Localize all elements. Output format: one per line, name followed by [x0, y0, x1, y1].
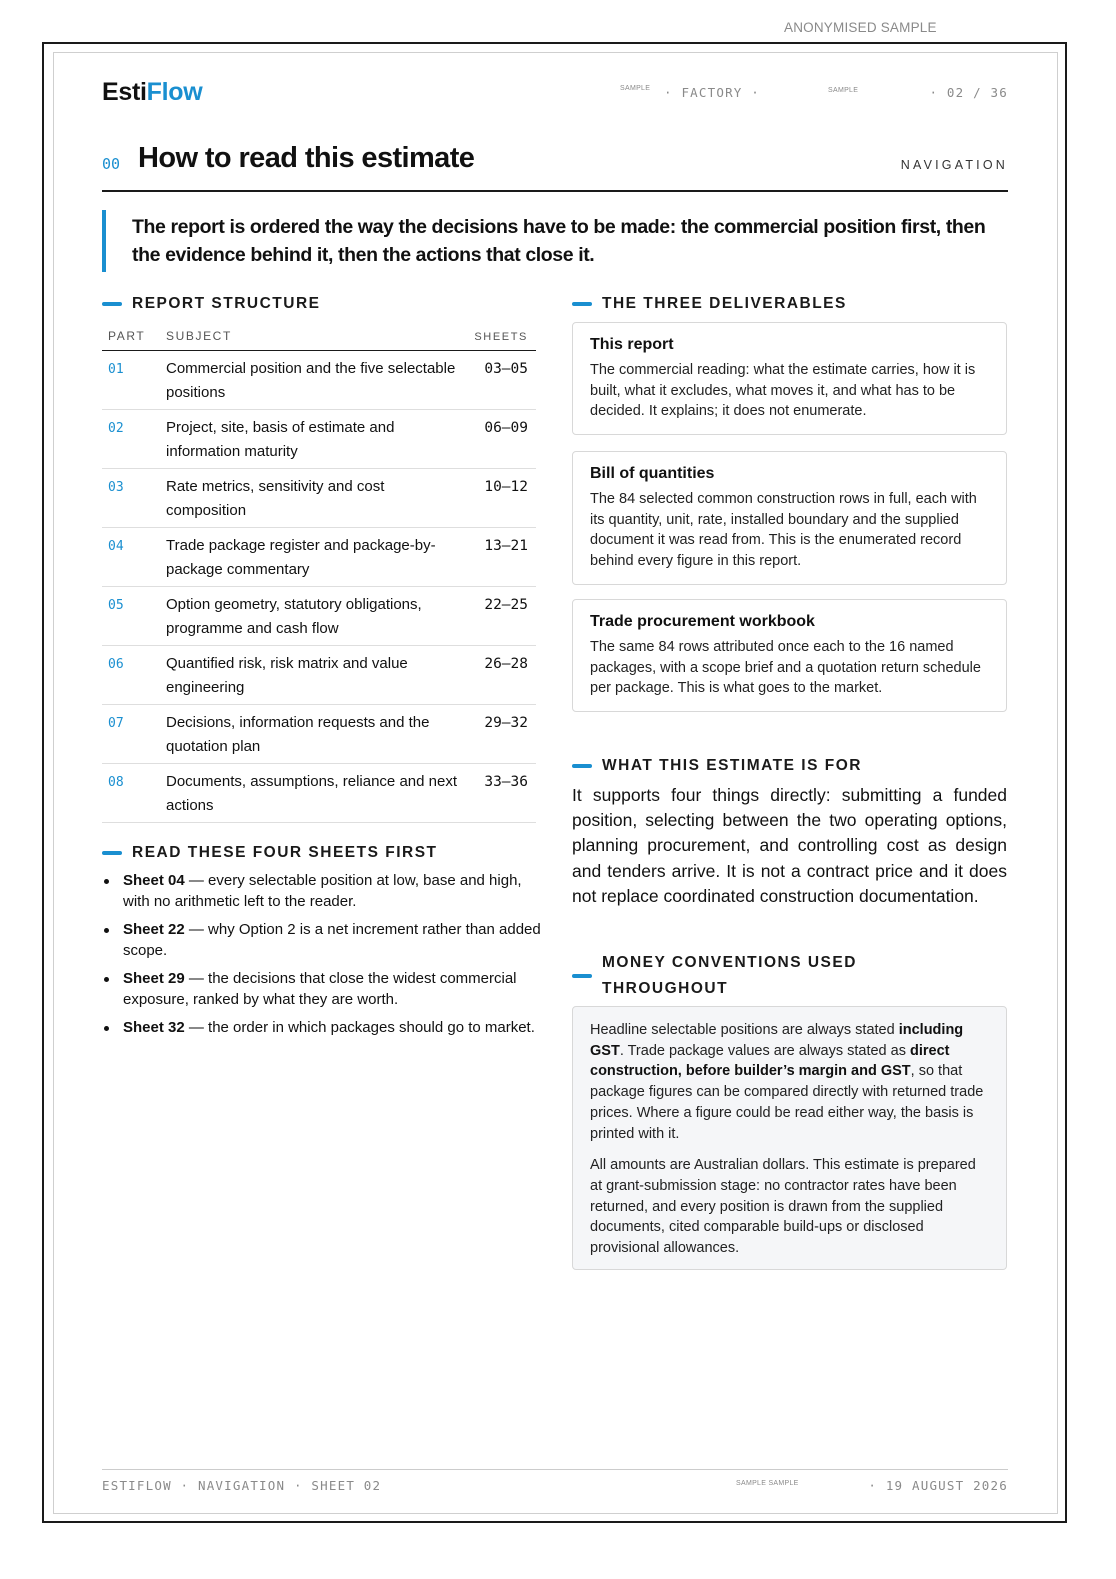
part-number: 08 — [102, 764, 166, 823]
column-header-subject: SUBJECT — [166, 326, 466, 351]
part-subject: Commercial position and the five selectable positions — [166, 351, 466, 410]
card-description: The 84 selected common construction rows in full, each with its quantity, unit, rate, installed boundary and the supplied document it was read from. This is the enumerated record behind every figure in this report. — [590, 491, 977, 570]
bullet-icon — [104, 1026, 109, 1031]
sheet-reference: Sheet 22 — [123, 921, 185, 938]
purpose-heading — [572, 753, 862, 779]
page-header — [102, 78, 1008, 108]
part-sheets: 03–05 — [466, 351, 536, 410]
part-subject: Decisions, information requests and the quotation plan — [166, 705, 466, 764]
emphasis-text: direct construction, before builder’s margin and GST — [590, 1042, 950, 1080]
page-footer — [102, 1469, 1008, 1499]
heading-accent-bar — [572, 764, 592, 768]
section-label: NAVIGATION — [900, 158, 1008, 172]
heading-accent-bar — [102, 302, 122, 306]
card-description: The same 84 rows attributed once each to the 16 named packages, with a scope brief and a quotation return schedule per package. This is what goes to the market. — [590, 639, 981, 697]
sheet-description: — why Option 2 is a net increment rather than added scope. — [123, 921, 541, 959]
read-first-list — [102, 870, 542, 1045]
sheet-description: — the decisions that close the widest commercial exposure, ranked by what they are worth. — [123, 970, 517, 1008]
part-sheets: 29–32 — [466, 705, 536, 764]
heading-text: WHAT THIS ESTIMATE IS FOR — [602, 757, 862, 774]
heading-text — [602, 950, 857, 1002]
part-subject: Documents, assumptions, reliance and next actions — [166, 764, 466, 823]
table-row — [102, 410, 536, 469]
footer-sheet-label: ESTIFLOW · NAVIGATION · SHEET 02 — [102, 1478, 382, 1493]
text-run: , so that package figures can be compared directly with returned trade prices. Where a figure could be read either way, the basis is printed with it. — [590, 1063, 984, 1142]
section-title-row — [102, 142, 1008, 192]
part-number: 04 — [102, 528, 166, 587]
read-first-heading — [102, 840, 438, 866]
footer-sample-stamp: SAMPLE SAMPLE — [736, 1480, 799, 1487]
part-sheets: 13–21 — [466, 528, 536, 587]
part-subject: Project, site, basis of estimate and information maturity — [166, 410, 466, 469]
bullet-icon — [104, 977, 109, 982]
anonymised-watermark: ANONYMISED SAMPLE — [784, 20, 937, 35]
card-description: The commercial reading: what the estimate carries, how it is built, what it excludes, what moves it, and what has to be decided. It explains; it does not enumerate. — [590, 362, 976, 420]
part-sheets: 22–25 — [466, 587, 536, 646]
part-number: 03 — [102, 469, 166, 528]
money-paragraph-1 — [590, 1020, 990, 1144]
part-number: 01 — [102, 351, 166, 410]
logo-part-flow: Flow — [146, 78, 203, 106]
sheet-reference: Sheet 29 — [123, 970, 185, 987]
table-row — [102, 587, 536, 646]
bullet-icon — [104, 879, 109, 884]
sheet-description: — the order in which packages should go to market. — [184, 1019, 535, 1036]
part-sheets: 26–28 — [466, 646, 536, 705]
table-header-row — [102, 326, 536, 351]
deliverable-card-report — [572, 322, 1007, 435]
part-sheets: 33–36 — [466, 764, 536, 823]
deliverable-card-workbook — [572, 599, 1007, 712]
heading-text: READ THESE FOUR SHEETS FIRST — [132, 844, 438, 861]
part-sheets: 10–12 — [466, 469, 536, 528]
part-subject: Rate metrics, sensitivity and cost composition — [166, 469, 466, 528]
emphasis-text: including GST — [590, 1022, 964, 1059]
part-sheets: 06–09 — [466, 410, 536, 469]
part-number: 06 — [102, 646, 166, 705]
heading-accent-bar — [572, 974, 592, 978]
table-row — [102, 764, 536, 823]
deliverables-heading — [572, 291, 847, 317]
heading-text: THE THREE DELIVERABLES — [602, 295, 847, 312]
heading-accent-bar — [572, 302, 592, 306]
heading-line-1: MONEY CONVENTIONS USED — [602, 954, 857, 971]
card-title: Bill of quantities — [590, 465, 715, 482]
column-header-part: PART — [102, 326, 166, 351]
bullet-icon — [104, 928, 109, 933]
money-conventions-heading — [572, 950, 857, 1002]
section-number: 00 — [102, 155, 121, 173]
heading-line-2: THROUGHOUT — [602, 980, 729, 997]
header-page-number: · 02 / 36 — [929, 85, 1008, 100]
part-number: 02 — [102, 410, 166, 469]
report-structure-heading — [102, 291, 320, 317]
list-item — [102, 919, 542, 961]
part-number: 07 — [102, 705, 166, 764]
table-row — [102, 646, 536, 705]
list-item — [102, 1017, 542, 1038]
heading-accent-bar — [102, 851, 122, 855]
list-item — [102, 968, 542, 1010]
logo-part-esti: Esti — [102, 78, 147, 106]
lead-quote: The report is ordered the way the decisions have to be made: the commercial position first, then the evidence behind it, then the actions that close it. — [102, 210, 1008, 272]
part-number: 05 — [102, 587, 166, 646]
part-subject: Trade package register and package-by-package commentary — [166, 528, 466, 587]
sheet-reference: Sheet 32 — [123, 1019, 185, 1036]
column-header-sheets: SHEETS — [466, 326, 536, 351]
part-subject: Quantified risk, risk matrix and value engineering — [166, 646, 466, 705]
text-run: . Trade package values are always stated as — [619, 1042, 910, 1059]
sheet-description: — every selectable position at low, base and high, with no arithmetic left to the reader. — [123, 872, 522, 910]
estiflow-logo — [102, 78, 202, 107]
header-factory-label: · FACTORY · — [664, 85, 760, 100]
page-title: How to read this estimate — [138, 142, 475, 174]
sheet-reference: Sheet 04 — [123, 872, 185, 889]
heading-text: REPORT STRUCTURE — [132, 295, 321, 312]
deliverable-card-boq — [572, 451, 1007, 585]
header-sample-stamp: SAMPLE — [620, 85, 651, 92]
table-row — [102, 351, 536, 410]
table-row — [102, 705, 536, 764]
money-paragraph-2: All amounts are Australian dollars. This estimate is prepared at grant-submission stage: no contractor rates have been returned, and every position is drawn from the supplied documents, cited comparable build-ups or disclosed provisional allowances. — [590, 1157, 976, 1257]
table-row — [102, 469, 536, 528]
purpose-paragraph: It supports four things directly: submitting a funded position, selecting between the two operating options, planning procurement, and controlling cost as design and tenders arrive. It is not a contract price and it does not replace coordinated construction documentation. — [572, 785, 1007, 906]
list-item — [102, 870, 542, 912]
card-title: Trade procurement workbook — [590, 613, 815, 630]
report-structure-table — [102, 326, 536, 823]
part-subject: Option geometry, statutory obligations, programme and cash flow — [166, 587, 466, 646]
text-run: Headline selectable positions are always stated — [590, 1022, 899, 1038]
money-conventions-box — [572, 1006, 1007, 1270]
table-row — [102, 528, 536, 587]
card-title: This report — [590, 336, 674, 353]
header-sample-stamp-2: SAMPLE — [828, 87, 859, 94]
footer-date: · 19 AUGUST 2026 — [868, 1478, 1008, 1493]
